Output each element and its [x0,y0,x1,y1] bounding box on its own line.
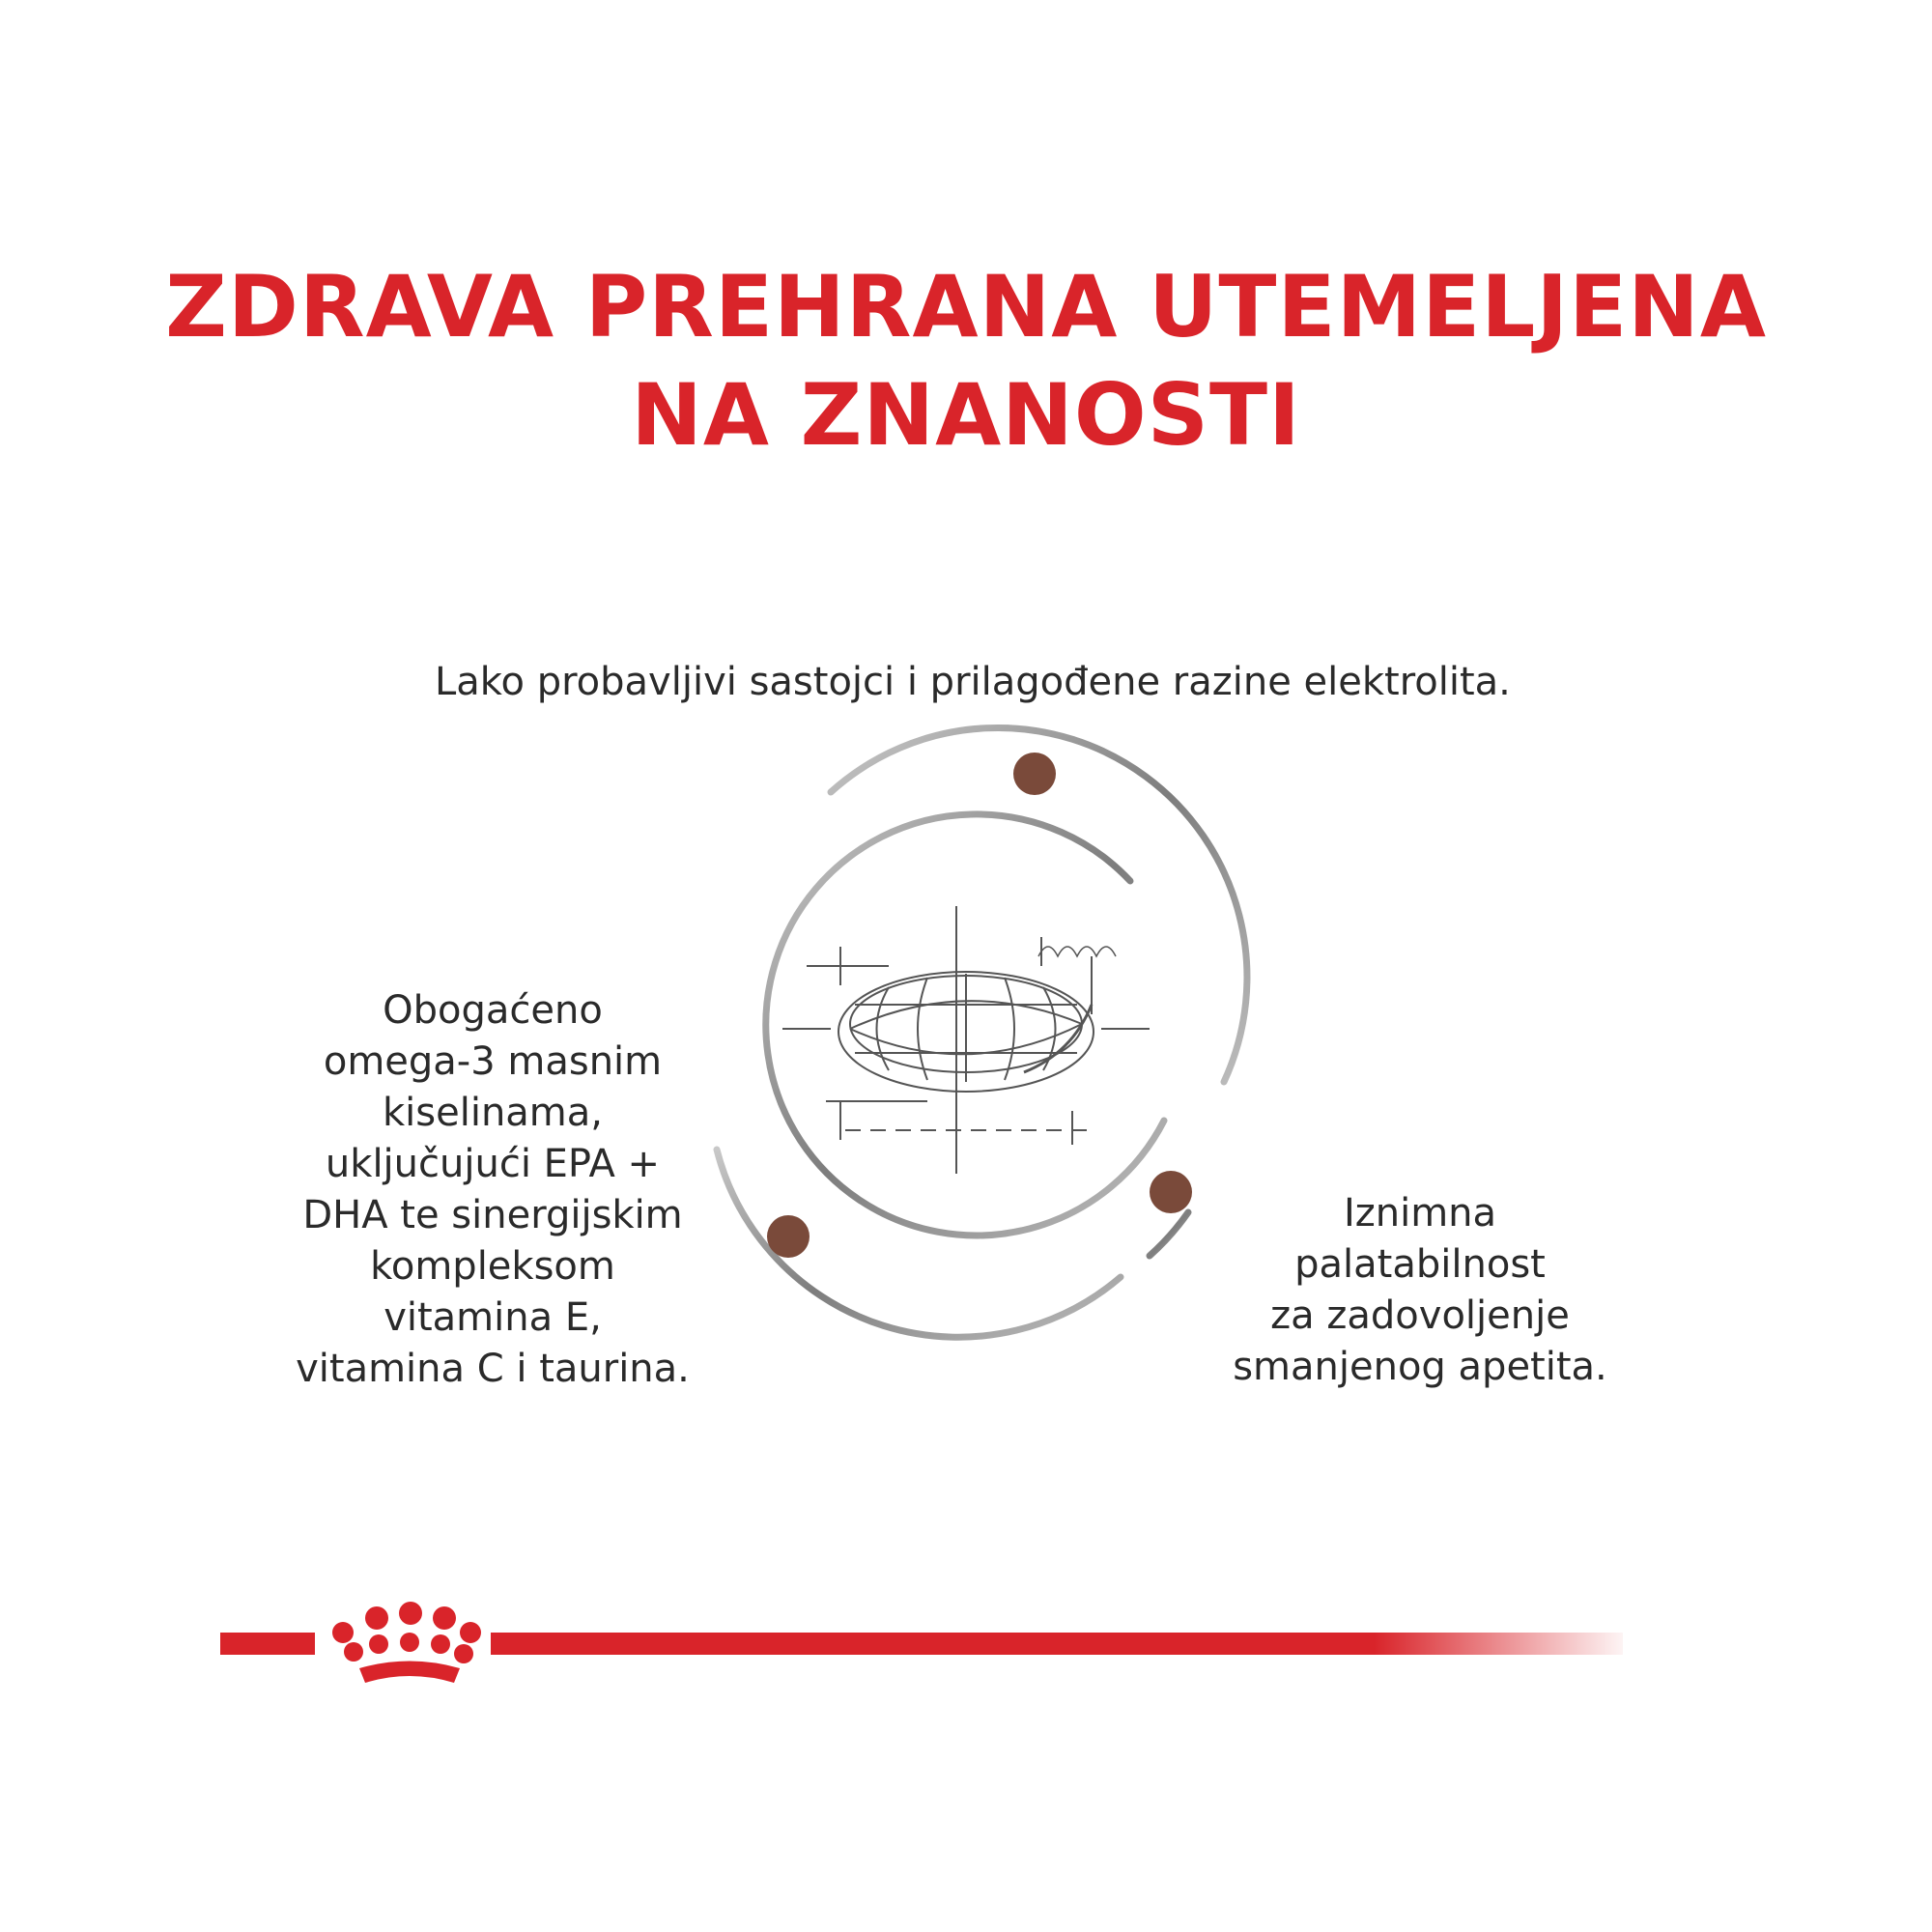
royal-crown-logo-icon [332,1602,481,1683]
divider-bar-right [491,1633,1623,1655]
benefit-left-line: Obogaćeno [383,988,603,1033]
benefit-left-line: kiselinama, [382,1091,603,1135]
benefit-top-line: Lako probavljivi sastojci i prilagođene razine elektrolita. [435,660,1511,704]
benefit-left-line: kompleksom [370,1244,615,1289]
benefit-left-line: vitamina E, [384,1295,602,1340]
benefit-left-line: DHA te sinergijskim [302,1193,683,1237]
benefit-right-line: Iznimna [1343,1191,1497,1236]
divider-bar-left [220,1633,315,1655]
benefit-left-line: omega-3 masnim [323,1039,663,1084]
benefit-left-line: vitamina C i taurina. [296,1347,690,1391]
benefit-right-line: smanjenog apetita. [1233,1345,1607,1389]
title-line-1: ZDRAVA PREHRANA UTEMELJENA [165,257,1767,356]
benefit-right-line: palatabilnost [1294,1242,1546,1287]
benefit-left-line: uključujući EPA + [325,1142,661,1186]
benefit-right-line: za zadovoljenje [1270,1293,1570,1338]
title-line-2: NA ZNANOSTI [631,365,1301,465]
